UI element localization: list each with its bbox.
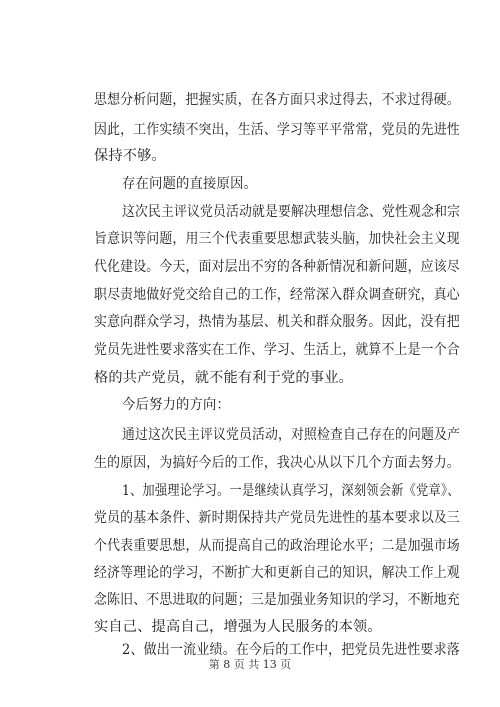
text-line: 通过这次民主评议党员活动，对照检查自己存在的问题及产 <box>122 427 461 443</box>
text-line: 代化建设。今天，面对层出不穷的各种新情况和新问题，应该尽 <box>94 259 460 275</box>
text-line: 职尽责地做好党交给自己的工作，经常深入群众调查研究，真心 <box>94 287 460 303</box>
text-line: 存在问题的直接原因。 <box>122 176 258 192</box>
text-line: 保持不够。 <box>94 148 166 164</box>
text-line: 党员的基本条件、新时期保持共产党员先进性的基本要求以及三 <box>94 510 460 526</box>
text-line: 实自己、提高自己，增强为人民服务的本领。 <box>94 619 382 635</box>
text-line: 这次民主评议党员活动就是要解决理想信念、党性观念和宗 <box>122 204 461 220</box>
text-line: 今后努力的方向： <box>122 397 231 413</box>
text-line: 念陈旧、不思进取的问题；三是加强业务知识的学习，不断地充 <box>94 592 460 608</box>
text-line: 生的原因，为搞好今后的工作，我决心从以下几个方面去努力。 <box>94 455 460 471</box>
text-line: 格的共产党员，就不能有利于党的事业。 <box>94 370 353 386</box>
text-line: 旨意识等问题，用三个代表重要思想武装头脑，加快社会主义现 <box>94 231 460 247</box>
text-line: 个代表重要思想，从而提高自己的政治理论水平；二是加强市场 <box>94 538 460 554</box>
text-line: 思想分析问题，把握实质，在各方面只求过得去，不求过得硬。 <box>94 92 460 108</box>
text-line: 实意向群众学习，热情为基层、机关和群众服务。因此，没有把 <box>94 314 460 330</box>
page-number-footer: 第 8 页 共 13 页 <box>208 658 292 671</box>
text-line: 经济等理论的学习，不断扩大和更新自己的知识，解决工作上观 <box>94 565 460 581</box>
text-line: 因此，工作实绩不突出，生活、学习等平平常常，党员的先进性 <box>94 122 460 138</box>
text-line: 2、做出一流业绩。在今后的工作中，把党员先进性要求落 <box>122 642 460 658</box>
text-line: 1、加强理论学习。一是继续认真学习，深刻领会新《党章》、 <box>122 483 460 499</box>
text-line: 党员先进性要求落实在工作、学习、生活上，就算不上是一个合 <box>94 342 460 358</box>
